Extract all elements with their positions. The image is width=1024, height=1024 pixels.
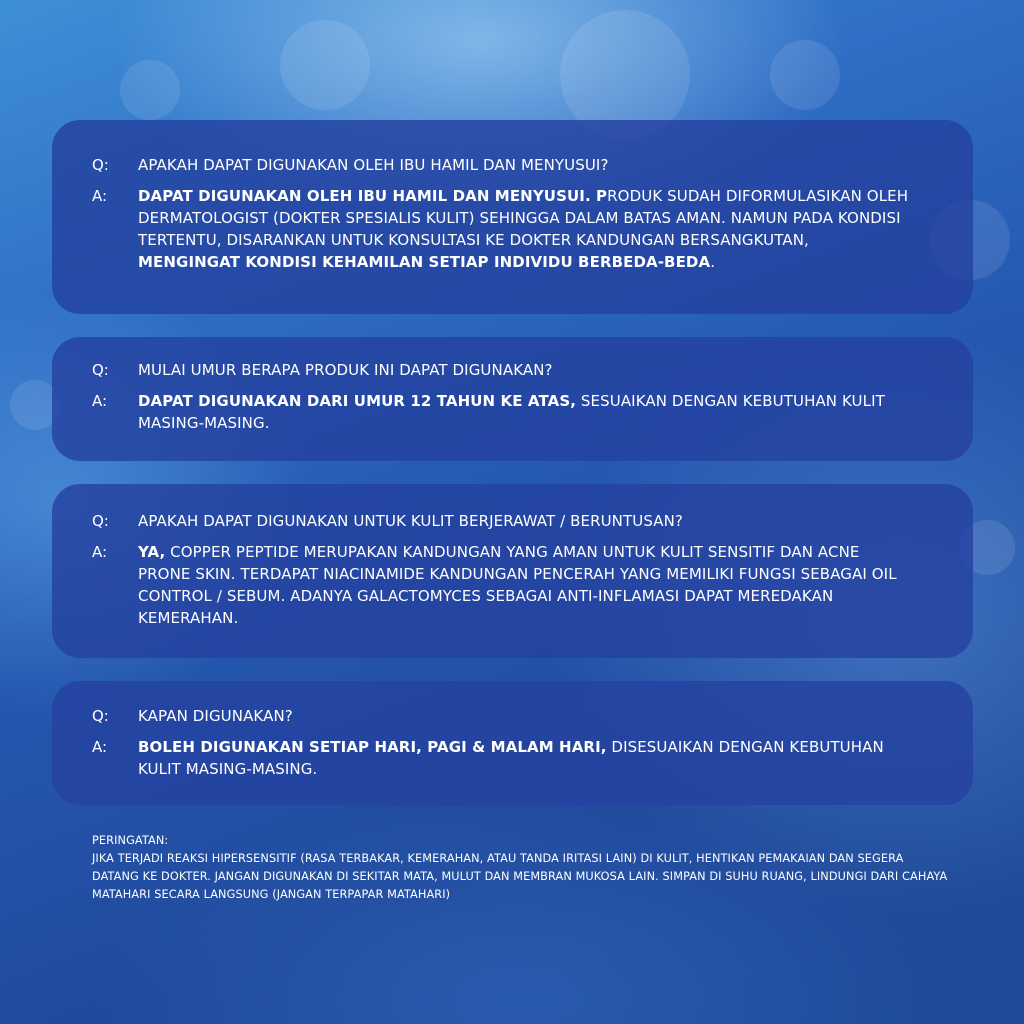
answer-label: A:	[92, 392, 108, 410]
question-row	[92, 510, 913, 532]
answer-bold: DAPAT DIGUNAKAN DARI UMUR 12 TAHUN KE ATAS,	[138, 392, 577, 410]
answer-text	[138, 390, 913, 434]
faq-card-2	[52, 337, 973, 461]
question-row	[92, 705, 913, 727]
answer-bold: BOLEH DIGUNAKAN SETIAP HARI, PAGI & MALAM HARI,	[138, 738, 607, 756]
question-row	[92, 154, 913, 176]
answer-text	[138, 541, 913, 629]
answer-row	[92, 390, 913, 434]
bokeh-light	[770, 40, 840, 110]
answer-regular: .	[710, 253, 716, 271]
question-text: MULAI UMUR BERAPA PRODUK INI DAPAT DIGUNAKAN?	[138, 361, 553, 379]
faq-card-3	[52, 484, 973, 658]
answer-row	[92, 736, 913, 780]
answer-regular: DISESUAIKAN DENGAN KEBUTUHAN KULIT MASING-MASING.	[138, 738, 884, 778]
warning-section	[92, 832, 952, 904]
question-text: APAKAH DAPAT DIGUNAKAN UNTUK KULIT BERJERAWAT / BERUNTUSAN?	[138, 512, 683, 530]
answer-bold: YA,	[138, 543, 166, 561]
answer-label: A:	[92, 738, 108, 756]
question-label: Q:	[92, 156, 109, 174]
question-text: KAPAN DIGUNAKAN?	[138, 707, 293, 725]
answer-label: A:	[92, 543, 108, 561]
bokeh-light	[280, 20, 370, 110]
question-label: Q:	[92, 361, 109, 379]
question-label: Q:	[92, 512, 109, 530]
answer-regular: SESUAIKAN DENGAN KEBUTUHAN KULIT MASING-MASING.	[138, 392, 885, 432]
answer-row	[92, 185, 913, 273]
answer-bold: DAPAT DIGUNAKAN OLEH IBU HAMIL DAN MENYUSUI. P	[138, 187, 608, 205]
faq-card-4	[52, 681, 973, 805]
warning-title: PERINGATAN:	[92, 834, 169, 847]
answer-row	[92, 541, 913, 629]
bokeh-light	[120, 60, 180, 120]
answer-bold: MENGINGAT KONDISI KEHAMILAN SETIAP INDIVIDU BERBEDA-BEDA	[138, 253, 711, 271]
answer-regular: RODUK SUDAH DIFORMULASIKAN OLEH DERMATOLOGIST (DOKTER SPESIALIS KULIT) SEHINGGA DALAM BATAS AMAN. NAMUN PADA KONDISI TERTENTU, DISARANKAN UNTUK KONSULTASI KE DOKTER KANDUNGAN BERSANGKUTAN,	[138, 187, 909, 249]
answer-text	[138, 185, 913, 273]
question-label: Q:	[92, 707, 109, 725]
answer-regular: COPPER PEPTIDE MERUPAKAN KANDUNGAN YANG AMAN UNTUK KULIT SENSITIF DAN ACNE PRONE SKIN. TERDAPAT NIACINAMIDE KANDUNGAN PENCERAH YANG MEMILIKI FUNGSI SEBAGAI OIL CONTROL / SEBUM. ADANYA GALACTOMYCES SEBAGAI ANTI-INFLAMASI DAPAT MEREDAKAN KEMERAHAN.	[138, 543, 897, 627]
question-text: APAKAH DAPAT DIGUNAKAN OLEH IBU HAMIL DAN MENYUSUI?	[138, 156, 609, 174]
question-row	[92, 359, 913, 381]
faq-card-1	[52, 120, 973, 314]
answer-label: A:	[92, 187, 108, 205]
warning-body: JIKA TERJADI REAKSI HIPERSENSITIF (RASA TERBAKAR, KEMERAHAN, ATAU TANDA IRITASI LAIN) DI KULIT, HENTIKAN PEMAKAIAN DAN SEGERA DATANG KE DOKTER. JANGAN DIGUNAKAN DI SEKITAR MATA, MULUT DAN MEMBRAN MUKOSA LAIN. SIMPAN DI SUHU RUANG, LINDUNGI DARI CAHAYA MATAHARI SECARA LANGSUNG (JANGAN TERPAPAR MATAHARI)	[92, 852, 948, 901]
answer-text	[138, 736, 913, 780]
